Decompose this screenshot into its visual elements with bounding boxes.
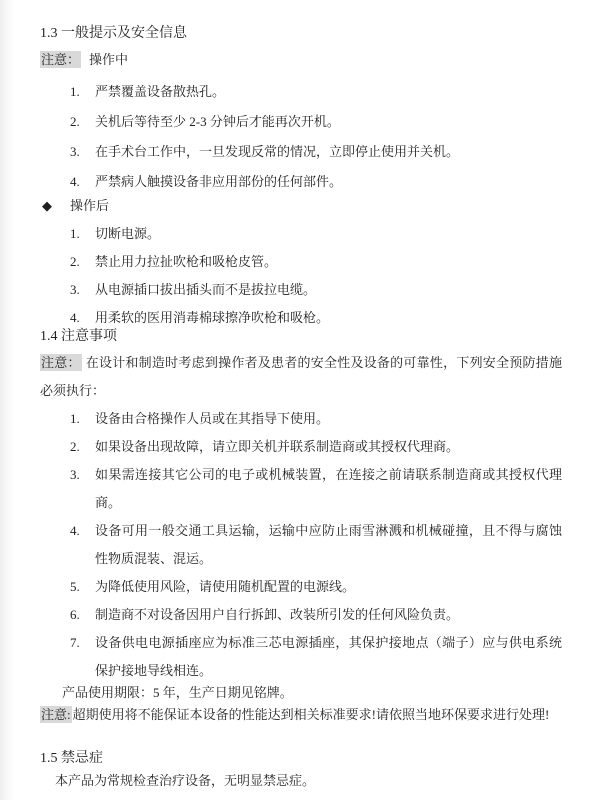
note-label-highlight: 注意: bbox=[41, 707, 71, 722]
list-item-number: 5. bbox=[70, 579, 80, 594]
list-item bbox=[40, 276, 562, 304]
list-item-text: 在手术台工作中，一旦发现反常的情况，立即停止使用并关机。 bbox=[95, 144, 460, 159]
section-1-5-heading: 1.5 禁忌症 bbox=[40, 751, 103, 766]
list-item-number: 3. bbox=[70, 144, 80, 159]
note-precautions bbox=[40, 349, 562, 405]
list-item-number: 7. bbox=[70, 635, 80, 650]
list-item-text: 为降低使用风险，请使用随机配置的电源线。 bbox=[95, 579, 356, 594]
note-label-highlight: 注意： bbox=[41, 52, 81, 67]
diamond-bullet-icon: ◆ bbox=[42, 198, 52, 213]
list-item bbox=[40, 248, 562, 276]
list-item bbox=[40, 629, 562, 685]
section-1-3-heading: 1.3 一般提示及安全信息 bbox=[40, 26, 187, 41]
after-operation-list bbox=[40, 220, 562, 332]
list-item-number: 4. bbox=[70, 174, 80, 189]
note-text: 超期使用将不能保证本设备的性能达到相关标准要求!请依照当地环保要求进行处理! bbox=[72, 707, 550, 722]
list-item-number: 1. bbox=[70, 411, 80, 426]
list-item bbox=[40, 108, 562, 136]
note-label-highlight: 注意： bbox=[41, 355, 81, 370]
list-item bbox=[40, 304, 562, 332]
note-text: 在设计和制造时考虑到操作者及患者的安全性及设备的可靠性，下列安全预防措施必须执行： bbox=[40, 355, 562, 398]
list-item-text: 切断电源。 bbox=[95, 226, 161, 241]
list-item-text: 如果需连接其它公司的电子或机械装置，在连接之前请联系制造商或其授权代理商。 bbox=[95, 467, 562, 510]
list-item-text: 设备供电电源插座应为标准三芯电源插座，其保护接地点（端子）应与供电系统保护接地导线相连。 bbox=[95, 635, 562, 678]
note-text: 操作中 bbox=[89, 52, 129, 67]
list-item bbox=[40, 220, 562, 248]
list-item-number: 4. bbox=[70, 523, 80, 538]
list-item-text: 严禁病人触摸设备非应用部份的任何部件。 bbox=[95, 174, 343, 189]
after-operation-title: 操作后 bbox=[70, 198, 110, 213]
list-item bbox=[40, 433, 562, 461]
list-item-text: 设备可用一般交通工具运输，运输中应防止雨雪淋溅和机械碰撞，且不得与腐蚀性物质混装、混运。 bbox=[95, 523, 562, 566]
list-item bbox=[40, 168, 562, 196]
list-item-number: 1. bbox=[70, 84, 80, 99]
list-item bbox=[40, 601, 562, 629]
note-expiry bbox=[40, 701, 562, 729]
list-item-text: 用柔软的医用消毒棉球擦净吹枪和吸枪。 bbox=[95, 310, 330, 325]
list-item-number: 2. bbox=[70, 439, 80, 454]
list-item-text: 如果设备出现故障，请立即关机并联系制造商或其授权代理商。 bbox=[95, 439, 460, 454]
list-item-text: 严禁覆盖设备散热孔。 bbox=[95, 84, 226, 99]
list-item-number: 3. bbox=[70, 282, 80, 297]
list-item-text: 从电源插口拔出插头而不是拔拉电缆。 bbox=[95, 282, 317, 297]
note-operation-during bbox=[40, 46, 562, 74]
list-item bbox=[40, 573, 562, 601]
list-item bbox=[40, 405, 562, 433]
product-lifespan-text: 产品使用期限：5 年，生产日期见铭牌。 bbox=[62, 685, 293, 700]
after-operation-header bbox=[40, 194, 562, 218]
list-item bbox=[40, 138, 562, 166]
list-item-text: 禁止用力拉扯吹枪和吸枪皮管。 bbox=[95, 254, 278, 269]
list-item bbox=[40, 517, 562, 573]
list-item-text: 关机后等待至少 2-3 分钟后才能再次开机。 bbox=[95, 114, 340, 129]
contraindications-text: 本产品为常规检查治疗设备，无明显禁忌症。 bbox=[55, 773, 316, 788]
section-1-4-heading: 1.4 注意事项 bbox=[40, 329, 117, 344]
list-item-text: 设备由合格操作人员或在其指导下使用。 bbox=[95, 411, 330, 426]
list-item-text: 制造商不对设备因用户自行拆卸、改装所引发的任何风险负责。 bbox=[95, 607, 460, 622]
list-item-number: 6. bbox=[70, 607, 80, 622]
list-item-number: 2. bbox=[70, 114, 80, 129]
list-item-number: 4. bbox=[70, 310, 80, 325]
during-operation-list bbox=[40, 78, 562, 196]
list-item-number: 2. bbox=[70, 254, 80, 269]
list-item-number: 1. bbox=[70, 226, 80, 241]
precautions-list bbox=[40, 405, 562, 685]
list-item bbox=[40, 461, 562, 517]
list-item-number: 3. bbox=[70, 467, 80, 482]
list-item bbox=[40, 78, 562, 106]
